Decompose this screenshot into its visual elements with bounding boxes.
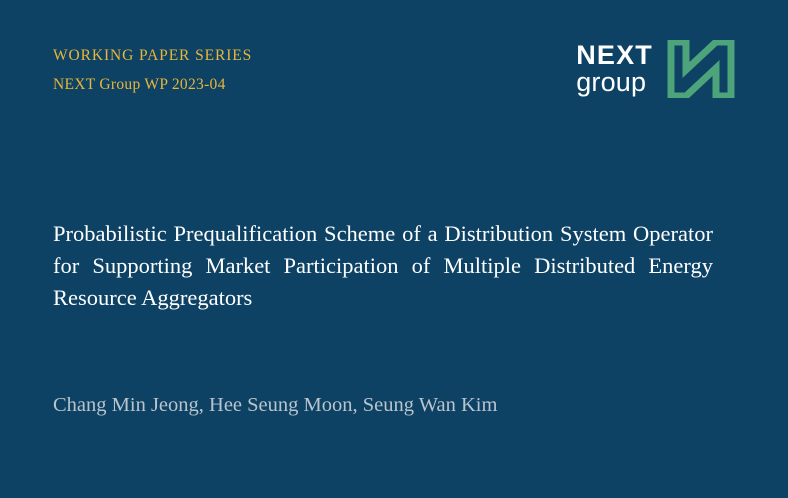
logo-wordmark <box>576 42 653 95</box>
authors-list: Chang Min Jeong, Hee Seung Moon, Seung Wan Kim <box>53 394 498 416</box>
series-number: NEXT Group WP 2023-04 <box>53 76 226 94</box>
next-logo-mark-icon <box>667 40 735 98</box>
cover-header <box>53 40 735 98</box>
working-paper-series-block <box>53 46 252 95</box>
next-group-logo <box>576 40 735 98</box>
series-label: WORKING PAPER SERIES <box>53 47 253 64</box>
logo-group-text: group <box>576 66 647 97</box>
logo-next-text: NEXT <box>576 40 653 71</box>
page-title: Probabilistic Prequalification Scheme of a Distribution System Operator for Supporting Market Participation of Multiple Distributed Energy Resource Aggregators <box>53 221 713 310</box>
